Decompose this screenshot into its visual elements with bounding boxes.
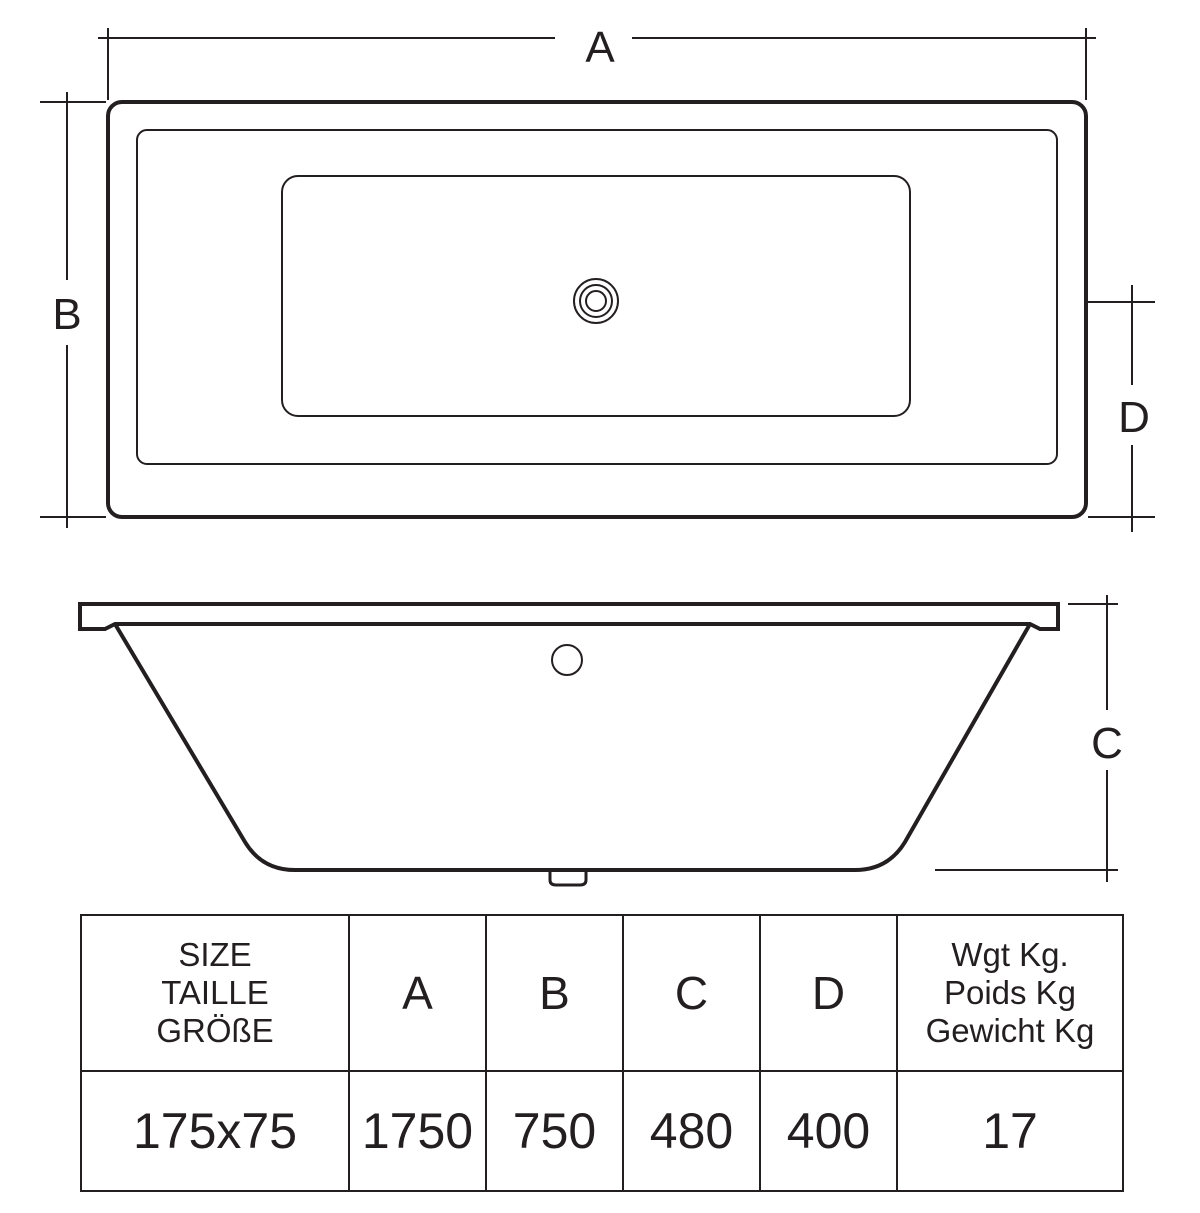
overflow-hole	[552, 645, 582, 675]
header-weight: Wgt Kg. Poids Kg Gewicht Kg	[897, 915, 1123, 1071]
label-d: D	[1118, 393, 1150, 442]
tub-inner-rim	[137, 130, 1057, 464]
tub-outer-rim	[108, 102, 1086, 517]
value-size: 175x75	[81, 1071, 349, 1191]
drain-inner	[586, 291, 606, 311]
header-c: C	[623, 915, 760, 1071]
side-body	[115, 624, 1030, 870]
value-b: 750	[486, 1071, 623, 1191]
label-a: A	[585, 23, 615, 72]
side-rim	[80, 604, 1058, 629]
header-d: D	[760, 915, 897, 1071]
header-a: A	[349, 915, 486, 1071]
table-row	[81, 1071, 1123, 1191]
header-size: SIZE TAILLE GRÖßE	[81, 915, 349, 1071]
label-c: C	[1091, 719, 1123, 768]
side-view	[80, 604, 1058, 885]
top-view	[108, 102, 1086, 517]
specification-table	[80, 914, 1124, 1192]
table-header-row	[81, 915, 1123, 1071]
header-b: B	[486, 915, 623, 1071]
drain-outlet	[550, 870, 586, 885]
value-weight: 17	[897, 1071, 1123, 1191]
value-c: 480	[623, 1071, 760, 1191]
value-a: 1750	[349, 1071, 486, 1191]
tub-basin	[282, 176, 910, 416]
label-b: B	[52, 290, 82, 339]
drain-middle	[580, 285, 612, 317]
value-d: 400	[760, 1071, 897, 1191]
